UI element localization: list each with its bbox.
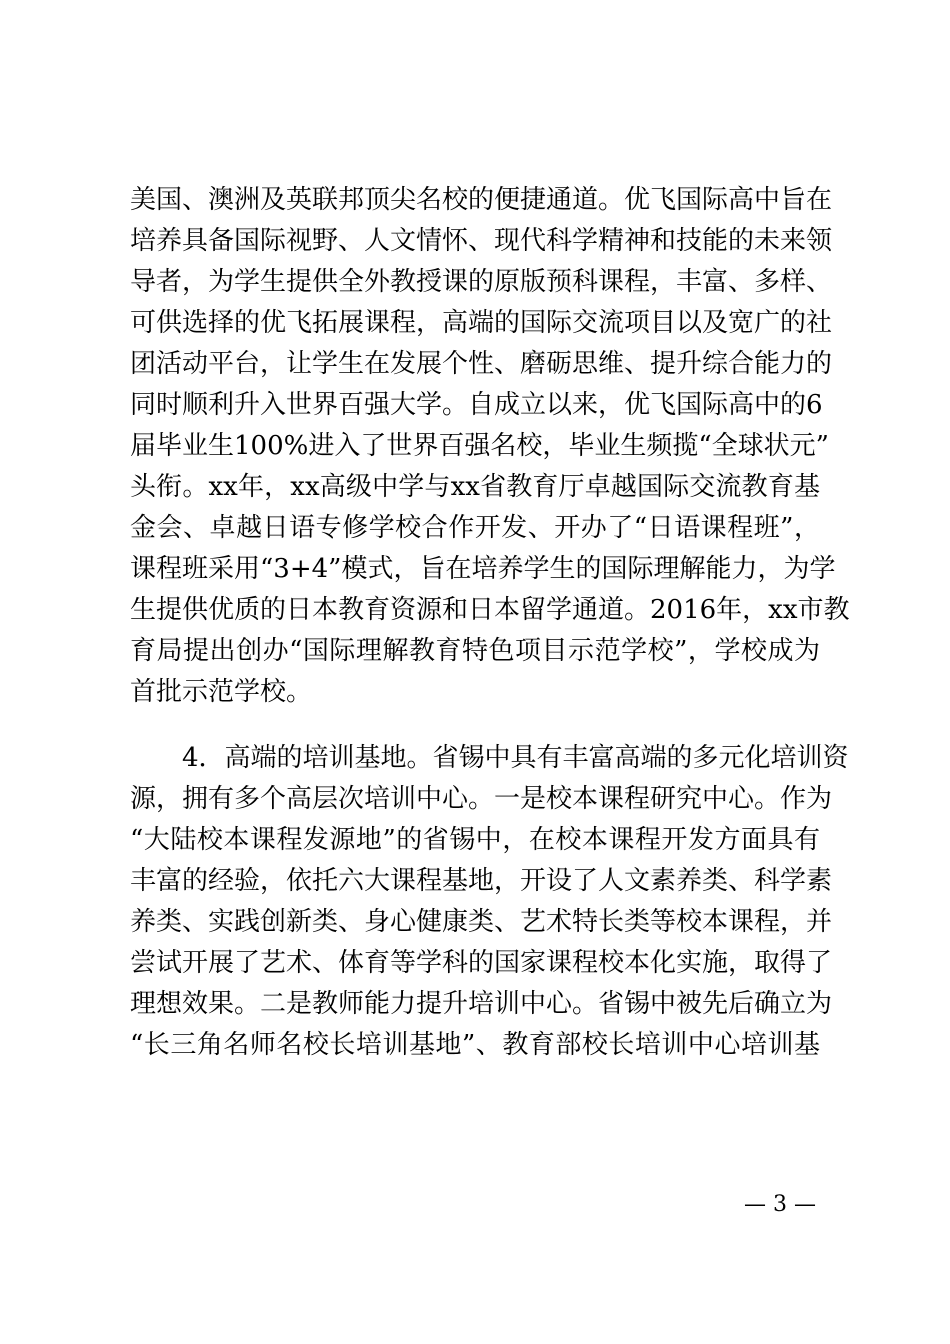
text-line: 尝试开展了艺术、体育等学科的国家课程校本化实施，取得了 xyxy=(130,948,833,978)
text-line: 源，拥有多个高层次培训中心。一是校本课程研究中心。作为 xyxy=(130,784,833,814)
text-line: 导者，为学生提供全外教授课的原版预科课程，丰富、多样、 xyxy=(130,267,833,297)
text-line: 金会、卓越日语专修学校合作开发、开办了“日语课程班”， xyxy=(130,513,820,543)
section-heading-line: 4．高端的培训基地。省锡中具有丰富高端的多元化培训资 xyxy=(182,743,849,773)
text-line: 课程班采用“3+4”模式，旨在培养学生的国际理解能力，为学 xyxy=(130,554,836,584)
text-line: 生提供优质的日本教育资源和日本留学通道。2016年，xx市教 xyxy=(130,595,850,625)
text-line: 理想效果。二是教师能力提升培训中心。省锡中被先后确立为 xyxy=(130,989,833,1019)
text-line: 培养具备国际视野、人文情怀、现代科学精神和技能的未来领 xyxy=(130,226,833,256)
text-line: 首批示范学校。 xyxy=(130,677,313,707)
text-line: 美国、澳洲及英联邦顶尖名校的便捷通道。优飞国际高中旨在 xyxy=(130,185,833,215)
text-line: “大陆校本课程发源地”的省锡中，在校本课程开发方面具有 xyxy=(130,825,820,855)
text-line: “长三角名师名校长培训基地”、教育部校长培训中心培训基 xyxy=(130,1030,820,1060)
page-number: — 3 — xyxy=(744,1192,816,1217)
text-line: 丰富的经验，依托六大课程基地，开设了人文素养类、科学素 xyxy=(130,866,833,896)
text-line: 可供选择的优飞拓展课程，高端的国际交流项目以及宽广的社 xyxy=(130,308,833,338)
text-line: 育局提出创办“国际理解教育特色项目示范学校”，学校成为 xyxy=(130,636,820,666)
text-line: 团活动平台，让学生在发展个性、磨砺思维、提升综合能力的 xyxy=(130,349,833,379)
text-line: 头衔。xx年，xx高级中学与xx省教育厅卓越国际交流教育基 xyxy=(130,472,820,502)
text-line: 养类、实践创新类、身心健康类、艺术特长类等校本课程，并 xyxy=(130,907,833,937)
text-line: 同时顺利升入世界百强大学。自成立以来，优飞国际高中的6 xyxy=(130,390,823,420)
text-line: 届毕业生100%进入了世界百强名校，毕业生频揽“全球状元” xyxy=(130,431,829,461)
